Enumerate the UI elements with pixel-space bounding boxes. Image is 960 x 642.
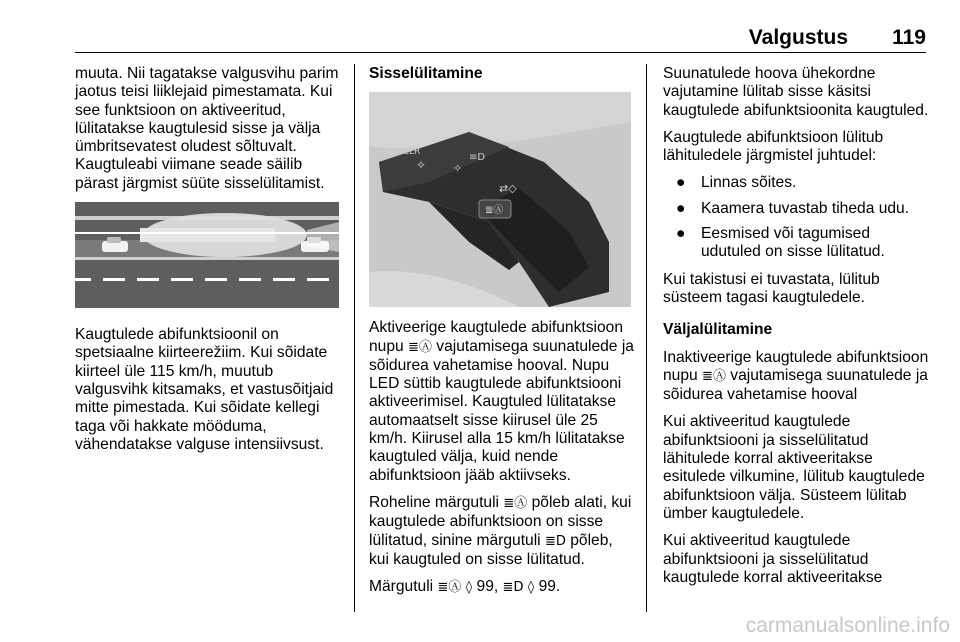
paragraph: Kaugtulede abifunktsioon lülitub lähituledele järgmistel juhtudel: (663, 128, 884, 165)
svg-text:✧: ✧ (453, 162, 463, 176)
bullet-icon: ● (676, 199, 686, 217)
paragraph: Suunatulede hoova ühekordne vajutamine lülitab sisse käsitsi kaugtulede abifunktsioonita kaugtuled. (663, 65, 929, 119)
paragraph: Kaugtulede abifunktsioonil on spetsiaalne kiirteerežiim. Kui sõidate kiirteel üle 115 km/h, muutub valgusvihk kitsamaks, et vastusõitjaid mitte pimestada. Kui sõidate kellegi taga või hakkate mööduma, vähendatakse valguse intensiivsust. (75, 326, 334, 453)
paragraph: Aktiveerige kaugtulede abifunktsioon nupu ≣Ⓐ vajutamisega suunatulede ja sõidurea vahetamise hooval. Nupu LED süttib kaugtulede abifunktsiooni aktiveerimisel. Kaugtuled lülitatakse automaatselt sisse kiirusel üle 25 km/h. Kiirusel alla 15 km/h lülitatakse kaugtuled välja, kuid nende abifunktsioon jääb aktiivseks. (369, 319, 634, 484)
page-number: 119 (892, 26, 926, 49)
watermark: carmanualsonline.info (745, 614, 950, 637)
paragraph: Kui aktiveeritud kaugtulede abifunktsiooni ja sisselülitatud lähitulede korral aktiveeritakse esitulede vilkumine, lülitub kaugtulede abifunktsioon välja. Süsteem lülitab ümber kaugtuledele. (663, 413, 925, 522)
section-heading: Väljalülitamine (663, 321, 773, 339)
bullet-list (663, 174, 929, 261)
high-beam-assist-icon: ≣Ⓐ (503, 495, 528, 511)
list-item: ● Linnas sõites. (676, 174, 797, 192)
svg-text:⇄◇: ⇄◇ (499, 182, 517, 196)
column-2 (369, 65, 635, 606)
paragraph: Kui takistusi ei tuvastata, lülitub süsteem tagasi kaugtuledele. (663, 270, 880, 306)
high-beam-assist-icon: ≣Ⓐ (408, 339, 432, 355)
column-3 (663, 65, 929, 596)
paragraph: Inaktiveerige kaugtulede abifunktsioon nupu ≣Ⓐ vajutamisega suunatulede ja sõidurea vahetamise hooval (663, 348, 929, 404)
paragraph: muuta. Nii tagatakse valgusvihu parim jaotus teisi liiklejaid pimestamata. Kui see funktsioon on aktiveeritud, lülitatakse kaugtulesid sisse ja välja ümbritsevatest oludest sõltuvalt. Kaugtuleabi viimane seade säilib pärast järgmist süüte sisselülitamist. (75, 65, 339, 192)
paragraph: Kui aktiveeritud kaugtulede abifunktsiooni ja sisselülitatud kaugtulede korral aktiveeritakse (663, 532, 883, 586)
section-heading: Sisselülitamine (369, 65, 483, 82)
high-beam-icon: ≣D (502, 580, 524, 596)
high-beam-assist-icon: ≣Ⓐ (437, 580, 462, 596)
reference-arrow-icon: ◊ (465, 580, 473, 596)
paragraph: Märgutuli ≣Ⓐ ◊ 99, ≣D ◊ 99. (369, 578, 561, 596)
column-divider-2 (646, 64, 647, 612)
list-item: ● Kaamera tuvastab tiheda udu. (676, 199, 910, 217)
set-clr-label: SET CLR (383, 147, 421, 158)
reference-arrow-icon: ◊ (527, 580, 535, 596)
page-header (75, 26, 926, 54)
list-item: ● Eesmised või tagumised udutuled on sisse lülitatud. (676, 225, 885, 261)
svg-text:⟡: ⟡ (417, 157, 425, 172)
svg-text:≡D: ≡D (469, 152, 486, 164)
bullet-icon: ● (676, 225, 686, 243)
column-divider-1 (354, 64, 355, 612)
high-beam-icon: ≣D (544, 533, 566, 549)
column-1 (75, 65, 347, 463)
highway-illustration (75, 202, 339, 308)
header-rule (75, 52, 926, 53)
stalk-lever-illustration (369, 92, 631, 307)
high-beam-assist-icon: ≣Ⓐ (702, 368, 726, 384)
paragraph: Roheline märgutuli ≣Ⓐ põleb alati, kui kaugtulede abifunktsioon on sisse lülitatud, sinine märgutuli ≣D põleb, kui kaugtuled on sisse lülitatud. (369, 493, 632, 568)
bullet-icon: ● (676, 174, 686, 192)
svg-text:≣Ⓐ: ≣Ⓐ (485, 205, 504, 217)
page-title: Valgustus (748, 26, 848, 49)
